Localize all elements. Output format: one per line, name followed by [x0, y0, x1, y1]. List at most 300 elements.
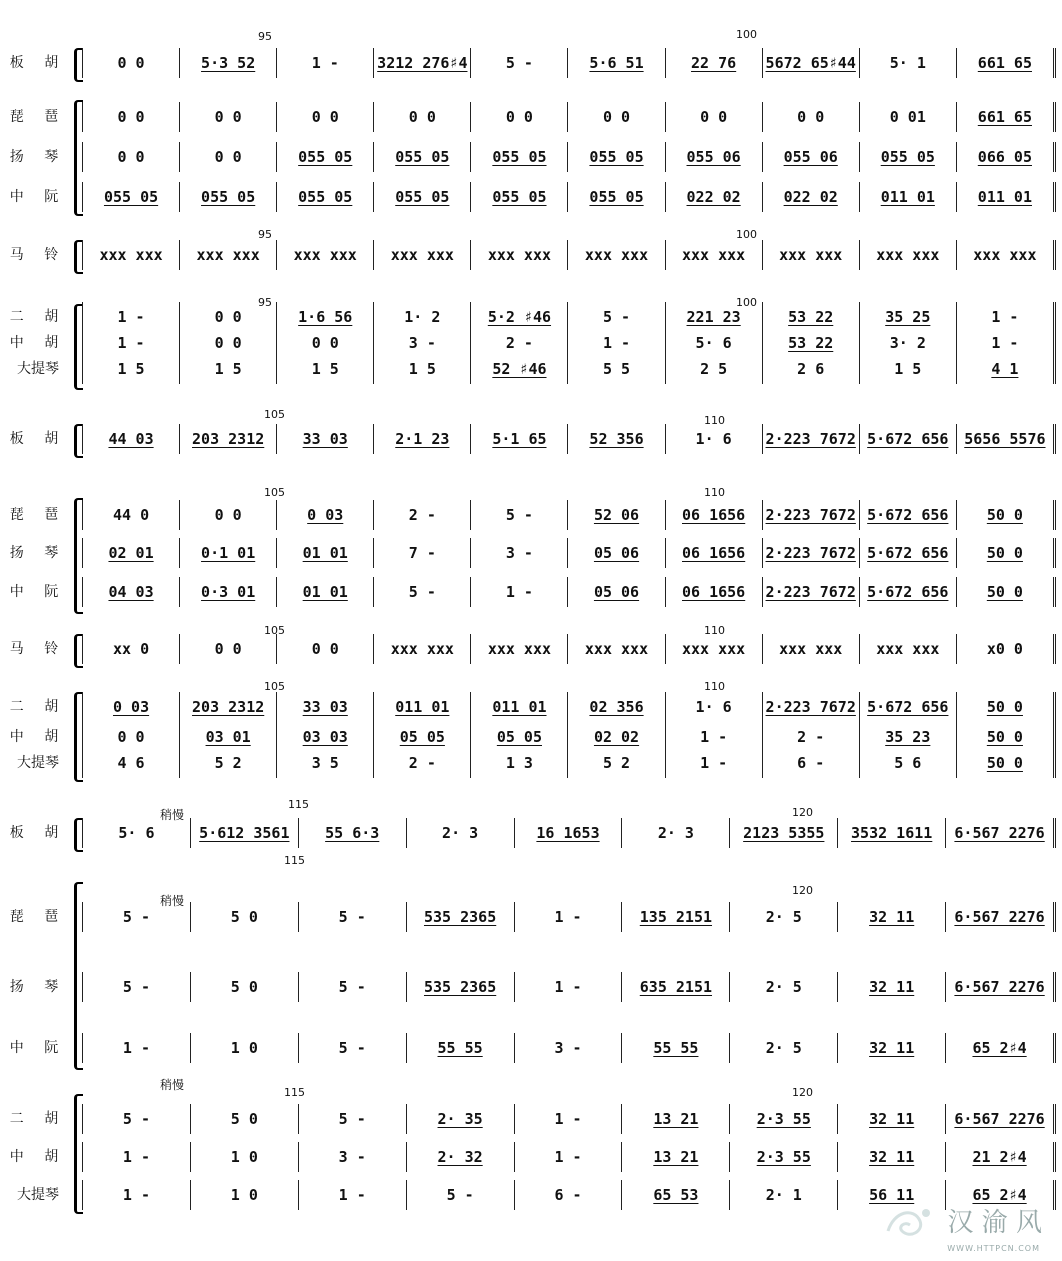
- measure: [180, 500, 277, 530]
- measure: [666, 748, 763, 778]
- measure: [82, 1104, 191, 1134]
- measure: [666, 538, 763, 568]
- notes: 5 0: [230, 1110, 258, 1128]
- measure: [82, 1033, 191, 1063]
- notes: 3 -: [338, 1148, 366, 1166]
- staff-pipa: [0, 102, 1062, 132]
- instrument-label: 琵 琶: [9, 909, 67, 925]
- instrument-label: 大提琴: [17, 361, 59, 377]
- notes: 0 0: [797, 108, 825, 126]
- notes: 2 -: [408, 754, 436, 772]
- notes: 055 05: [589, 188, 644, 206]
- measure-number: 95: [258, 30, 272, 43]
- measure: [180, 634, 277, 664]
- notes: 661 65: [977, 54, 1032, 72]
- measure: [471, 182, 568, 212]
- measure: [838, 972, 946, 1002]
- notes: 0 0: [311, 640, 339, 658]
- measure: [730, 1104, 838, 1134]
- notes: 055 05: [395, 148, 450, 166]
- staff-maling: [0, 240, 1062, 270]
- notes: xx 0: [112, 640, 150, 658]
- notes: 3532 1611: [851, 824, 933, 842]
- measure: [838, 1142, 946, 1172]
- measure-number: 105: [264, 680, 285, 693]
- staff-yangqin: [0, 142, 1062, 172]
- measure: [277, 354, 374, 384]
- notes: xxx xxx: [487, 640, 552, 658]
- measure: [730, 1033, 838, 1063]
- notes: 1 -: [117, 308, 145, 326]
- measure: [957, 692, 1056, 722]
- notes: 1 -: [700, 754, 728, 772]
- staff-maling: [0, 634, 1062, 664]
- measure: [277, 538, 374, 568]
- notes: 5· 6: [695, 334, 732, 352]
- notes: 055 05: [201, 188, 256, 206]
- notes: 0 0: [117, 108, 145, 126]
- instrument-label: 二 胡: [9, 309, 67, 325]
- staff-zhongruan: [0, 577, 1062, 607]
- measure: [568, 500, 665, 530]
- notes: 1 -: [505, 583, 533, 601]
- measure: [860, 424, 957, 454]
- measure: [82, 500, 180, 530]
- notes: 5 -: [122, 1110, 150, 1128]
- notes: 0 0: [311, 334, 339, 352]
- measure: [730, 1180, 838, 1210]
- measure: [763, 424, 860, 454]
- measure: [957, 577, 1056, 607]
- notes: xxx xxx: [779, 246, 843, 264]
- instrument-label: 中 胡: [9, 729, 67, 745]
- measure: [622, 1142, 730, 1172]
- notes: 0 0: [505, 108, 533, 126]
- notes: 02 01: [108, 544, 154, 562]
- notes: 05 05: [496, 728, 542, 746]
- measure: [180, 424, 277, 454]
- measure: [860, 182, 957, 212]
- measure: [374, 634, 471, 664]
- notes: 3 -: [408, 334, 436, 352]
- measure: [860, 102, 957, 132]
- measure-number: 100: [736, 28, 757, 41]
- instrument-label: 琵 琶: [9, 109, 67, 125]
- notes: 5· 6: [118, 824, 155, 842]
- instrument-label: 大提琴: [17, 1187, 59, 1203]
- measure: [946, 972, 1056, 1002]
- notes: 2·1 23: [395, 430, 450, 448]
- measure: [407, 1142, 515, 1172]
- measure-number: 120: [792, 806, 813, 819]
- notes: 011 01: [880, 188, 935, 206]
- notes: 055 06: [686, 148, 741, 166]
- instrument-label: 中 胡: [9, 335, 67, 351]
- measure: [666, 692, 763, 722]
- notes: 35 25: [885, 308, 931, 326]
- measure: [666, 48, 763, 78]
- measure: [471, 102, 568, 132]
- measure: [374, 692, 471, 722]
- measure: [666, 182, 763, 212]
- notes: 5 -: [408, 583, 436, 601]
- measure: [407, 972, 515, 1002]
- notes: 055 05: [880, 148, 935, 166]
- measure: [82, 634, 180, 664]
- measure: [82, 142, 180, 172]
- notes: xxx xxx: [390, 246, 454, 264]
- notes: 2·3 55: [756, 1110, 811, 1128]
- notes: 5 -: [338, 1110, 366, 1128]
- measure: [838, 902, 946, 932]
- watermark-url: WWW.HTTPCN.COM: [947, 1244, 1040, 1253]
- staff-cello: [0, 354, 1062, 384]
- measure: [666, 424, 763, 454]
- instrument-label: 扬 琴: [9, 149, 67, 165]
- notes: 3212 276♯4: [377, 54, 468, 72]
- measure: [666, 634, 763, 664]
- notes: 1 -: [991, 334, 1019, 352]
- measure: [763, 634, 860, 664]
- measure: [180, 142, 277, 172]
- instrument-label: 扬 琴: [9, 545, 67, 561]
- notes: 65 2♯4: [972, 1039, 1027, 1057]
- measure: [946, 902, 1056, 932]
- notes: 0 0: [602, 108, 631, 126]
- notes: 5·672 656: [867, 430, 949, 448]
- measure: [191, 902, 299, 932]
- notes: 3 -: [505, 544, 533, 562]
- measure: [277, 424, 374, 454]
- notes: 1 -: [122, 1039, 150, 1057]
- notes: 4 1: [991, 360, 1019, 378]
- measure: [277, 240, 374, 270]
- measure-number: 100: [736, 228, 757, 241]
- measure: [180, 748, 277, 778]
- notes: 52 356: [589, 430, 644, 448]
- measure-number: 110: [704, 486, 725, 499]
- notes: 50 0: [986, 506, 1023, 524]
- notes: xxx xxx: [99, 246, 163, 264]
- measure: [860, 748, 957, 778]
- notes: 53 22: [788, 308, 834, 326]
- instrument-label: 板 胡: [9, 825, 67, 841]
- notes: 2· 3: [442, 824, 479, 842]
- instrument-label: 中 阮: [9, 1040, 67, 1056]
- measure: [191, 818, 299, 848]
- notes: 5 -: [338, 978, 366, 996]
- measure: [407, 818, 515, 848]
- measure: [622, 972, 730, 1002]
- notes: 32 11: [869, 1110, 915, 1128]
- measure: [946, 818, 1056, 848]
- notes: 2· 5: [765, 978, 802, 996]
- notes: 0 0: [700, 108, 728, 126]
- notes: xxx xxx: [779, 640, 843, 658]
- tempo-marking: 稍慢: [160, 1078, 185, 1092]
- staff-pipa: [0, 902, 1062, 932]
- notes: 1· 6: [695, 430, 732, 448]
- notes: 022 02: [686, 188, 741, 206]
- notes: 5 5: [602, 360, 631, 378]
- notes: 535 2365: [423, 978, 497, 996]
- notes: 221 23: [686, 308, 741, 326]
- measure: [82, 538, 180, 568]
- notes: 0 0: [117, 148, 145, 166]
- measure: [407, 902, 515, 932]
- instrument-label: 中 胡: [9, 1149, 67, 1165]
- measure: [946, 1142, 1056, 1172]
- measure: [374, 424, 471, 454]
- notes: 0 03: [112, 698, 150, 716]
- notes: 0 0: [214, 334, 242, 352]
- notes: xxx xxx: [876, 246, 940, 264]
- measure: [374, 354, 471, 384]
- measure: [568, 240, 665, 270]
- notes: 55 6·3: [325, 824, 380, 842]
- notes: 1 5: [214, 360, 242, 378]
- notes: 0 0: [117, 728, 145, 746]
- measure: [957, 142, 1056, 172]
- measure: [299, 972, 407, 1002]
- notes: 2·223 7672: [765, 544, 856, 562]
- staff-yangqin: [0, 972, 1062, 1002]
- notes: 0 03: [307, 506, 344, 524]
- measure: [180, 692, 277, 722]
- measure: [299, 1142, 407, 1172]
- notes: 055 05: [298, 148, 353, 166]
- notes: 2 -: [797, 728, 825, 746]
- notes: 50 0: [986, 544, 1023, 562]
- notes: 203 2312: [192, 430, 265, 448]
- notes: 6 -: [797, 754, 825, 772]
- notes: 21 2♯4: [972, 1148, 1027, 1166]
- notes: 5 -: [338, 908, 366, 926]
- notes: 5·3 52: [201, 54, 256, 72]
- notes: 32 11: [869, 908, 915, 926]
- staff-yangqin: [0, 538, 1062, 568]
- notes: 22 76: [691, 54, 737, 72]
- notes: 3 5: [311, 754, 339, 772]
- measure: [277, 142, 374, 172]
- watermark-text: 汉 渝 风: [947, 1208, 1042, 1238]
- staff-zhonghu: [0, 1142, 1062, 1172]
- measure-number: 95: [258, 228, 272, 241]
- notes: 1 -: [122, 1186, 150, 1204]
- measure: [374, 240, 471, 270]
- instrument-label: 二 胡: [9, 1111, 67, 1127]
- notes: 2· 5: [765, 1039, 802, 1057]
- notes: 65 2♯4: [972, 1186, 1027, 1204]
- staff-erhu: [0, 692, 1062, 722]
- notes: 2·223 7672: [765, 698, 856, 716]
- instrument-label: 琵 琶: [9, 507, 67, 523]
- notes: 1 -: [554, 1148, 582, 1166]
- notes: 06 1656: [682, 583, 746, 601]
- notes: 2·223 7672: [765, 583, 856, 601]
- notes: 50 0: [986, 728, 1023, 746]
- notes: 5 2: [214, 754, 242, 772]
- notes: 135 2151: [639, 908, 713, 926]
- notes: 65 53: [653, 1186, 699, 1204]
- notes: 022 02: [783, 188, 838, 206]
- notes: 44 0: [112, 506, 150, 524]
- notes: 5·612 3561: [199, 824, 290, 842]
- measure: [946, 1104, 1056, 1134]
- notes: 1 5: [311, 360, 339, 378]
- measure: [730, 972, 838, 1002]
- measure: [82, 692, 180, 722]
- notes: 5 2: [602, 754, 631, 772]
- measure: [82, 182, 180, 212]
- measure: [860, 500, 957, 530]
- notes: 05 06: [593, 583, 640, 601]
- measure: [860, 577, 957, 607]
- measure: [568, 102, 665, 132]
- measure-number: 95: [258, 296, 272, 309]
- instrument-label: 板 胡: [9, 431, 67, 447]
- measure: [180, 354, 277, 384]
- notes: 04 03: [108, 583, 154, 601]
- notes: 32 11: [869, 1148, 915, 1166]
- notes: 33 03: [302, 430, 348, 448]
- measure: [471, 577, 568, 607]
- measure: [838, 818, 946, 848]
- measure: [860, 142, 957, 172]
- measure: [622, 1033, 730, 1063]
- measure: [82, 1142, 191, 1172]
- notes: 5·672 656: [867, 544, 949, 562]
- measure: [471, 748, 568, 778]
- notes: 1· 6: [695, 698, 732, 716]
- measure: [471, 424, 568, 454]
- notes: 1·6 56: [298, 308, 353, 326]
- measure: [515, 1104, 623, 1134]
- staff-banhu: [0, 48, 1062, 78]
- measure: [191, 1104, 299, 1134]
- notes: 1 -: [117, 334, 145, 352]
- notes: 5 -: [338, 1039, 366, 1057]
- notes: 2· 3: [657, 824, 694, 842]
- notes: 1 -: [122, 1148, 150, 1166]
- measure: [730, 902, 838, 932]
- notes: 1 -: [991, 308, 1019, 326]
- notes: 1 -: [311, 54, 339, 72]
- measure: [860, 634, 957, 664]
- notes: 52 06: [593, 506, 640, 524]
- measure: [374, 142, 471, 172]
- notes: 6·567 2276: [954, 978, 1045, 996]
- notes: 011 01: [492, 698, 547, 716]
- instrument-label: 中 阮: [9, 584, 67, 600]
- instrument-label: 中 阮: [9, 189, 67, 205]
- notes: 6 -: [554, 1186, 582, 1204]
- notes: 0 0: [117, 54, 145, 72]
- notes: 6·567 2276: [954, 824, 1045, 842]
- measure: [277, 182, 374, 212]
- notes: 1 0: [230, 1039, 258, 1057]
- notes: 5 -: [122, 908, 150, 926]
- measure: [374, 102, 471, 132]
- measure: [82, 818, 191, 848]
- measure: [622, 1104, 730, 1134]
- measure: [374, 48, 471, 78]
- notes: 1 -: [602, 334, 631, 352]
- notes: 13 21: [653, 1148, 699, 1166]
- measure: [277, 102, 374, 132]
- measure: [471, 240, 568, 270]
- notes: 203 2312: [192, 698, 265, 716]
- notes: 011 01: [395, 698, 450, 716]
- notes: 33 03: [302, 698, 348, 716]
- measure: [763, 240, 860, 270]
- notes: 635 2151: [639, 978, 713, 996]
- measure: [763, 142, 860, 172]
- measure: [515, 972, 623, 1002]
- measure: [407, 1180, 515, 1210]
- notes: xxx xxx: [196, 246, 260, 264]
- staff-cello: [0, 748, 1062, 778]
- notes: 0·3 01: [201, 583, 256, 601]
- measure: [299, 818, 407, 848]
- measure: [515, 902, 623, 932]
- measure: [471, 538, 568, 568]
- measure: [860, 692, 957, 722]
- measure-number: 110: [704, 414, 725, 427]
- measure: [191, 1033, 299, 1063]
- measure: [299, 902, 407, 932]
- measure: [957, 102, 1056, 132]
- measure: [277, 500, 374, 530]
- notes: 50 0: [986, 754, 1023, 772]
- measure: [568, 538, 665, 568]
- measure: [666, 354, 763, 384]
- measure: [730, 818, 838, 848]
- measure: [666, 102, 763, 132]
- notes: 5· 1: [889, 54, 926, 72]
- notes: 2 -: [505, 334, 533, 352]
- notes: 0 0: [214, 308, 242, 326]
- notes: 5 -: [122, 978, 150, 996]
- notes: 055 06: [783, 148, 838, 166]
- notes: 5 0: [230, 978, 258, 996]
- instrument-label: 马 铃: [9, 247, 67, 263]
- measure: [82, 1180, 191, 1210]
- measure: [191, 972, 299, 1002]
- notes: xxx xxx: [293, 246, 357, 264]
- measure: [838, 1033, 946, 1063]
- notes: 7 -: [408, 544, 436, 562]
- notes: 01 01: [302, 583, 348, 601]
- notes: 2 6: [797, 360, 825, 378]
- notes: 2· 5: [765, 908, 802, 926]
- measure: [82, 577, 180, 607]
- measure-number: 115: [284, 1086, 305, 1099]
- notes: 0 0: [214, 506, 242, 524]
- measure: [957, 354, 1056, 384]
- notes: 535 2365: [423, 908, 497, 926]
- notes: 5·672 656: [867, 698, 949, 716]
- notes: 1 -: [554, 978, 582, 996]
- notes: 52 ♯46: [492, 360, 547, 378]
- measure: [568, 142, 665, 172]
- measure: [374, 538, 471, 568]
- notes: 2·223 7672: [765, 430, 856, 448]
- measure: [515, 1180, 623, 1210]
- staff-zhongruan: [0, 182, 1062, 212]
- notes: 0 0: [214, 148, 242, 166]
- notes: 55 55: [653, 1039, 699, 1057]
